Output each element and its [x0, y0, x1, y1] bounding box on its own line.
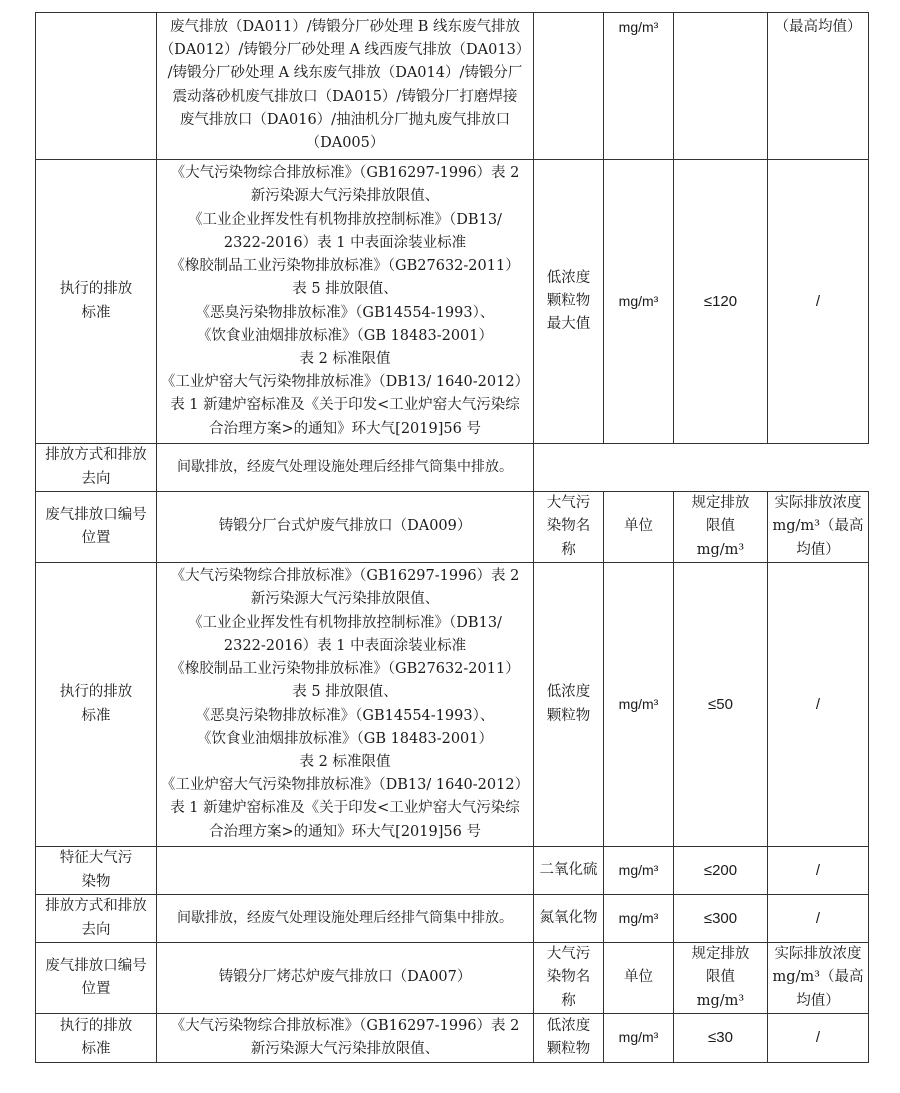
unit-cell: mg/m³: [604, 847, 674, 895]
text-line: 表 2 标准限值: [299, 350, 391, 367]
table-row: [36, 444, 869, 492]
limit-cell: [674, 13, 768, 160]
empty-cell: [534, 444, 869, 492]
text-line: 表 2 标准限值: [299, 753, 391, 770]
actual-cell: （最高均值）: [768, 13, 869, 160]
actual-header: 实际排放浓度 mg/m³（最高均值）: [768, 943, 869, 1014]
limit-value: ≤50: [674, 563, 768, 847]
standard-text-cell: [157, 160, 534, 444]
limit-header: 规定排放限值 mg/m³: [674, 943, 768, 1014]
standard-label: 执行的排放标准: [36, 563, 157, 847]
pollutant-cell: 低浓度颗粒物: [534, 1014, 604, 1063]
text-line: 《工业炉窑大气污染物排放标准》（DB13/ 1640-2012）: [160, 374, 530, 391]
emission-standards-table: [35, 12, 869, 1063]
text-line: 《工业炉窑大气污染物排放标准》（DB13/ 1640-2012）: [160, 777, 530, 794]
outlet-label: 废气排放口编号位置: [36, 943, 157, 1014]
text-line: 2322-2016）表 1 中表面涂装业标准: [223, 234, 467, 251]
limit-value: ≤300: [674, 895, 768, 943]
actual-value: /: [768, 160, 869, 444]
pollutant-cell: 氮氧化物: [534, 895, 604, 943]
text-line: 废气排放（DA011）/铸锻分厂砂处理 B 线东废气排放: [169, 19, 521, 35]
discharge-label: 排放方式和排放去向: [36, 444, 157, 492]
text-line: 《恶臭污染物排放标准》（GB14554-1993）、: [195, 707, 495, 724]
standard-text-cell: [157, 563, 534, 847]
text-line: /铸锻分厂砂处理 A 线东废气排放（DA014）/铸锻分厂: [167, 65, 523, 82]
standard-label: 执行的排放标准: [36, 1014, 157, 1063]
text-line: 《橡胶制品工业污染物排放标准》（GB27632-2011）: [170, 258, 520, 275]
text-line: 震动落砂机废气排放口（DA015）/铸锻分厂打磨焊接: [172, 88, 518, 105]
unit-header: 单位: [604, 492, 674, 563]
text-line: 《饮食业油烟排放标准》（GB 18483-2001）: [196, 327, 494, 344]
pollutant-name-header: 大气污染物名称: [534, 492, 604, 563]
text-line: （DA005）: [305, 135, 385, 152]
text-line: （DA012）/铸锻分厂砂处理 A 线西废气排放（DA013）: [159, 42, 531, 59]
pollutant-cell: 低浓度颗粒物最大值: [534, 160, 604, 444]
table-header-row: [36, 492, 869, 563]
limit-value: ≤200: [674, 847, 768, 895]
limit-value: ≤30: [674, 1014, 768, 1063]
label-cell: [36, 13, 157, 160]
limit-value: ≤120: [674, 160, 768, 444]
discharge-text: 间歇排放，经废气处理设施处理后经排气筒集中排放。: [157, 895, 534, 943]
limit-header: 规定排放限值 mg/m³: [674, 492, 768, 563]
text-line: 新污染源大气污染排放限值、: [250, 188, 440, 205]
actual-value: /: [768, 1014, 869, 1063]
pollutant-name-header: 大气污染物名称: [534, 943, 604, 1014]
text-line: 《大气污染物综合排放标准》（GB16297-1996）表 2: [170, 165, 520, 182]
unit-header: 单位: [604, 943, 674, 1014]
text-line: 表 1 新建炉窑标准及《关于印发<工业炉窑大气污染综: [170, 397, 520, 414]
outlet-name: 铸锻分厂台式炉废气排放口（DA009）: [157, 492, 534, 563]
empty-cell: [157, 847, 534, 895]
characteristic-label: 特征大气污染物: [36, 847, 157, 895]
unit-cell: mg/m³: [604, 160, 674, 444]
text-line: 《大气污染物综合排放标准》（GB16297-1996）表 2: [170, 568, 520, 585]
outlet-name: 铸锻分厂烤芯炉废气排放口（DA007）: [157, 943, 534, 1014]
outlet-list-cell: [157, 13, 534, 160]
text-line: 废气排放口（DA016）/抽油机分厂抛丸废气排放口: [179, 111, 511, 128]
text-line: 2322-2016）表 1 中表面涂装业标准: [223, 637, 467, 654]
text-line: 《恶臭污染物排放标准》（GB14554-1993）、: [195, 304, 495, 321]
standard-text-cell: [157, 1014, 534, 1063]
outlet-label: 废气排放口编号位置: [36, 492, 157, 563]
text-line: 表 1 新建炉窑标准及《关于印发<工业炉窑大气污染综: [170, 800, 520, 817]
pollutant-cell: [534, 13, 604, 160]
pollutant-cell: 二氧化硫: [534, 847, 604, 895]
actual-header: 实际排放浓度 mg/m³（最高均值）: [768, 492, 869, 563]
table-row: [36, 160, 869, 444]
text-line: 《工业企业挥发性有机物排放控制标准》（DB13/: [188, 614, 502, 631]
table-row: [36, 563, 869, 847]
text-line: 新污染源大气污染排放限值、: [250, 591, 440, 608]
table-row: [36, 847, 869, 895]
pollutant-cell: 低浓度颗粒物: [534, 563, 604, 847]
actual-value: /: [768, 847, 869, 895]
unit-cell: mg/m³: [604, 895, 674, 943]
text-line: 新污染源大气污染排放限值、: [250, 1041, 440, 1057]
unit-cell: mg/m³: [604, 563, 674, 847]
actual-value: /: [768, 895, 869, 943]
text-line: 合治理方案>的通知》环大气[2019]56 号: [209, 823, 481, 840]
unit-cell: mg/m³: [604, 13, 674, 160]
discharge-label: 排放方式和排放去向: [36, 895, 157, 943]
text-line: 《工业企业挥发性有机物排放控制标准》（DB13/: [188, 211, 502, 228]
text-line: 《大气污染物综合排放标准》（GB16297-1996）表 2: [170, 1017, 520, 1034]
actual-value: /: [768, 563, 869, 847]
table-row: [36, 1014, 869, 1063]
discharge-text: 间歇排放，经废气处理设施处理后经排气筒集中排放。: [157, 444, 534, 492]
text-line: 表 5 排放限值、: [292, 684, 398, 701]
text-line: 《橡胶制品工业污染物排放标准》（GB27632-2011）: [170, 661, 520, 678]
table-row: [36, 13, 869, 160]
unit-cell: mg/m³: [604, 1014, 674, 1063]
standard-label: 执行的排放标准: [36, 160, 157, 444]
table-row: [36, 895, 869, 943]
text-line: 合治理方案>的通知》环大气[2019]56 号: [209, 420, 481, 437]
text-line: 《饮食业油烟排放标准》（GB 18483-2001）: [196, 730, 494, 747]
table-header-row: [36, 943, 869, 1014]
text-line: 表 5 排放限值、: [292, 281, 398, 298]
